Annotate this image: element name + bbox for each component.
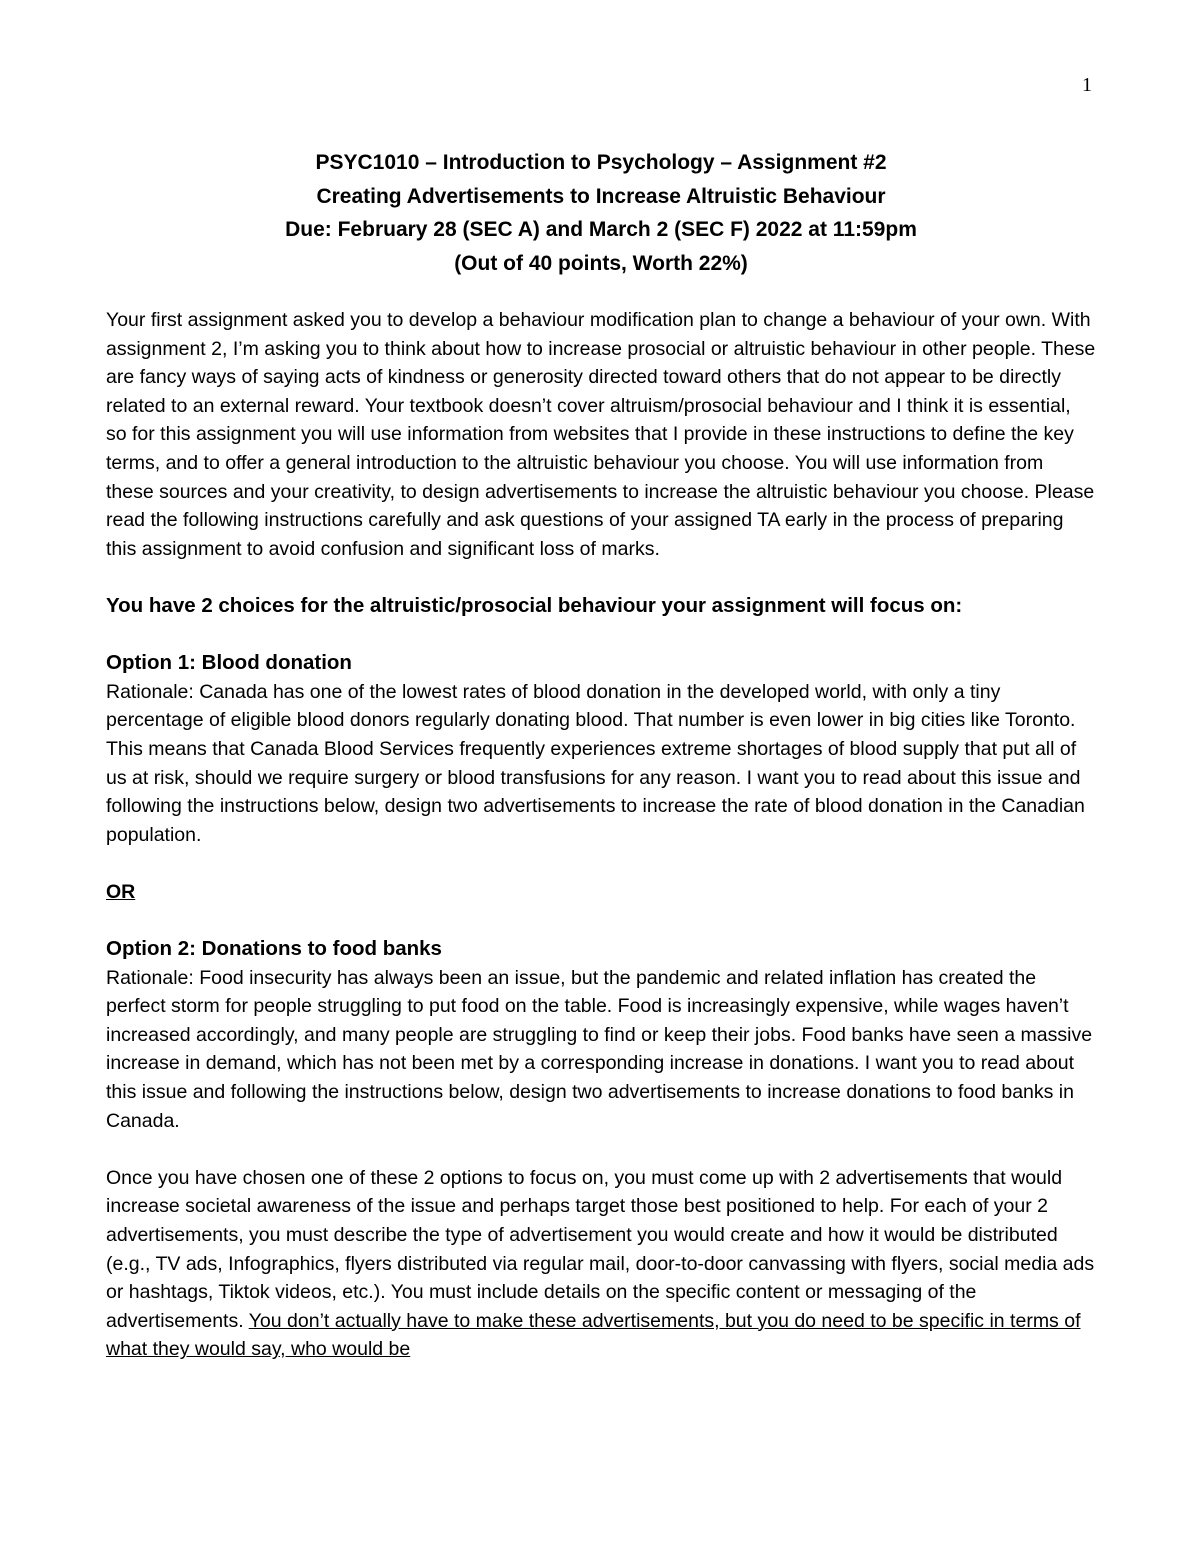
closing-underlined-text: You don’t actually have to make these advertisements, but you do need to be specific in terms of what they would say, who would be: [106, 1309, 1081, 1361]
title-block: [106, 146, 1096, 280]
option1-heading: Option 1: Blood donation: [106, 651, 352, 675]
option1-rationale: Rationale: Canada has one of the lowest rates of blood donation in the developed world, with only a tiny percentage of eligible blood donors regularly donating blood. That number is even lower in big cities like Toronto. This means that Canada Blood Services frequently experiences extreme shortages of blood supply that put all of us at risk, should we require surgery or blood transfusions for any reason. I want you to read about this issue and following the instructions below, design two advertisements to increase the rate of blood donation in the Canadian population.: [106, 680, 1085, 846]
intro-paragraph: Your first assignment asked you to develop a behaviour modification plan to change a behaviour of your own. With assignment 2, I’m asking you to think about how to increase prosocial or altruistic behaviour in other people. These are fancy ways of saying acts of kindness or generosity directed toward others that do not appear to be directly related to an external reward. Your textbook doesn’t cover altruism/prosocial behaviour and I think it is essential, so for this assignment you will use information from websites that I provide in these instructions to define the key terms, and to offer a general introduction to the altruistic behaviour you choose. You will use information from these sources and your creativity, to design advertisements to increase the altruistic behaviour you choose. Please read the following instructions carefully and ask questions of your assigned TA early in the process of preparing this assignment to avoid confusion and significant loss of marks.: [106, 309, 1096, 560]
assignment-title: Creating Advertisements to Increase Altruistic Behaviour: [316, 184, 886, 208]
option2-heading: Option 2: Donations to food banks: [106, 937, 442, 961]
closing-text: Once you have chosen one of these 2 options to focus on, you must come up with 2 advertisements that would increase societal awareness of the issue and perhaps target those best positioned to help. For each of your 2 advertisements, you must describe the type of advertisement you would create and how it would be distributed (e.g., TV ads, Infographics, flyers distributed via regular mail, door-to-door canvassing with flyers, social media ads or hashtags, Tiktok videos, etc.). You must include details on the specific content or messaging of the advertisements.: [106, 1166, 1095, 1332]
due-date: Due: February 28 (SEC A) and March 2 (SEC F) 2022 at 11:59pm: [285, 218, 917, 241]
points-worth: (Out of 40 points, Worth 22%): [454, 251, 748, 275]
course-title: PSYC1010 – Introduction to Psychology – Assignment #2: [315, 151, 887, 174]
page-number: 1: [1082, 74, 1092, 96]
choices-heading: You have 2 choices for the altruistic/prosocial behaviour your assignment will focus on:: [106, 593, 963, 617]
option2-rationale: Rationale: Food insecurity has always been an issue, but the pandemic and related inflation has created the perfect storm for people struggling to put food on the table. Food is increasingly expensive, while wages haven’t increased accordingly, and many people are struggling to find or keep their jobs. Food banks have seen a massive increase in demand, which has not been met by a corresponding increase in donations. I want you to read about this issue and following the instructions below, design two advertisements to increase donations to food banks in Canada.: [106, 966, 1093, 1132]
or-separator: OR: [106, 880, 136, 903]
closing-paragraph: [106, 1164, 1096, 1364]
document-body: [106, 146, 1096, 1364]
